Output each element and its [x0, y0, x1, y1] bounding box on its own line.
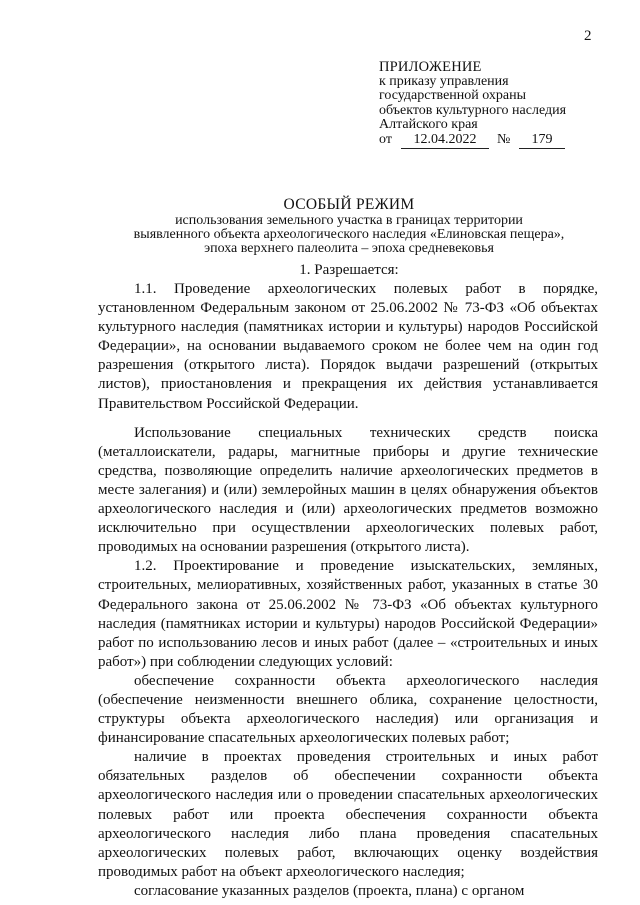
- title-sub-line: выявленного объекта археологического наследия «Елиновская пещера»,: [133, 227, 565, 242]
- paragraph: обеспечение сохранности объекта археологического наследия (обеспечение неизменности внешнего облика, сохранение целостности, структуры объекта археологического наследия) или организация и финансирование спасательных археологических полевых работ;: [98, 672, 598, 747]
- appendix-line: государственной охраны: [379, 88, 527, 103]
- appendix-heading: ПРИЛОЖЕНИЕ: [379, 59, 482, 75]
- title-main: ОСОБЫЙ РЕЖИМ: [283, 196, 415, 213]
- paragraph: 1.1. Проведение археологических полевых работ в порядке, установленном Федеральным законом от 25.06.2002 № 73-ФЗ «Об объектах культурного наследия (памятниках истории и культуры) народов Российской Федерации», на основании выдаваемого сроком не более чем на один год разрешения (открытого листа). Порядок выдачи разрешений (открытых листов), приостановления и прекращения их действия устанавливается Правительством Российской Федерации.: [98, 281, 598, 412]
- order-date: 12.04.2022: [401, 133, 489, 150]
- page-number: 2: [584, 28, 592, 44]
- appendix-line: к приказу управления: [379, 73, 509, 89]
- document-body: [98, 280, 598, 901]
- order-date-line: [379, 133, 566, 151]
- paragraph: Использование специальных технических средств поиска (металлоискатели, радары, магнитные приборы и другие технические средства, позволяющие определить наличие археологических предметов в месте залегания) и (или) землеройных машин в целях обнаружения объектов археологического наследия и (или) археологических предметов возможно исключительно при осуществлении археологических полевых работ, проводимых на основании разрешения (открытого листа).: [98, 424, 598, 556]
- number-sign: №: [497, 131, 511, 147]
- appendix-block: [379, 60, 566, 151]
- paragraph: согласование указанных разделов (проекта, плана) с органом: [134, 882, 525, 899]
- appendix-line: Алтайского края: [379, 117, 478, 132]
- section-heading: 1. Разрешается:: [299, 262, 399, 278]
- title-sub-line: эпоха верхнего палеолита – эпоха средневековья: [204, 241, 494, 256]
- paragraph: 1.2. Проектирование и проведение изыскательских, земляных, строительных, мелиоративных, хозяйственных работ, указанных в статье 30 Федерального закона от 25.06.2002 № 73-ФЗ «Об объектах культурного наследия (памятниках истории и культуры) народов Российской Федерации» работ по использованию лесов и иных работ (далее – «строительных и иных работ») при соблюдении следующих условий:: [98, 558, 598, 670]
- date-prefix: от: [379, 131, 392, 147]
- paragraph: наличие в проектах проведения строительных и иных работ обязательных разделов об обеспечении сохранности объекта археологического наследия или о проведении спасательных археологических полевых работ или проекта обеспечения сохранности объекта археологического наследия либо плана проведения спасательных археологических полевых работ, включающих оценку воздействия проводимых работ на объект археологического наследия;: [98, 749, 598, 880]
- title-sub-line: использования земельного участка в границах территории: [175, 213, 523, 228]
- order-number: 179: [519, 133, 565, 150]
- document-title: [100, 196, 598, 256]
- appendix-line: объектов культурного наследия: [379, 102, 567, 118]
